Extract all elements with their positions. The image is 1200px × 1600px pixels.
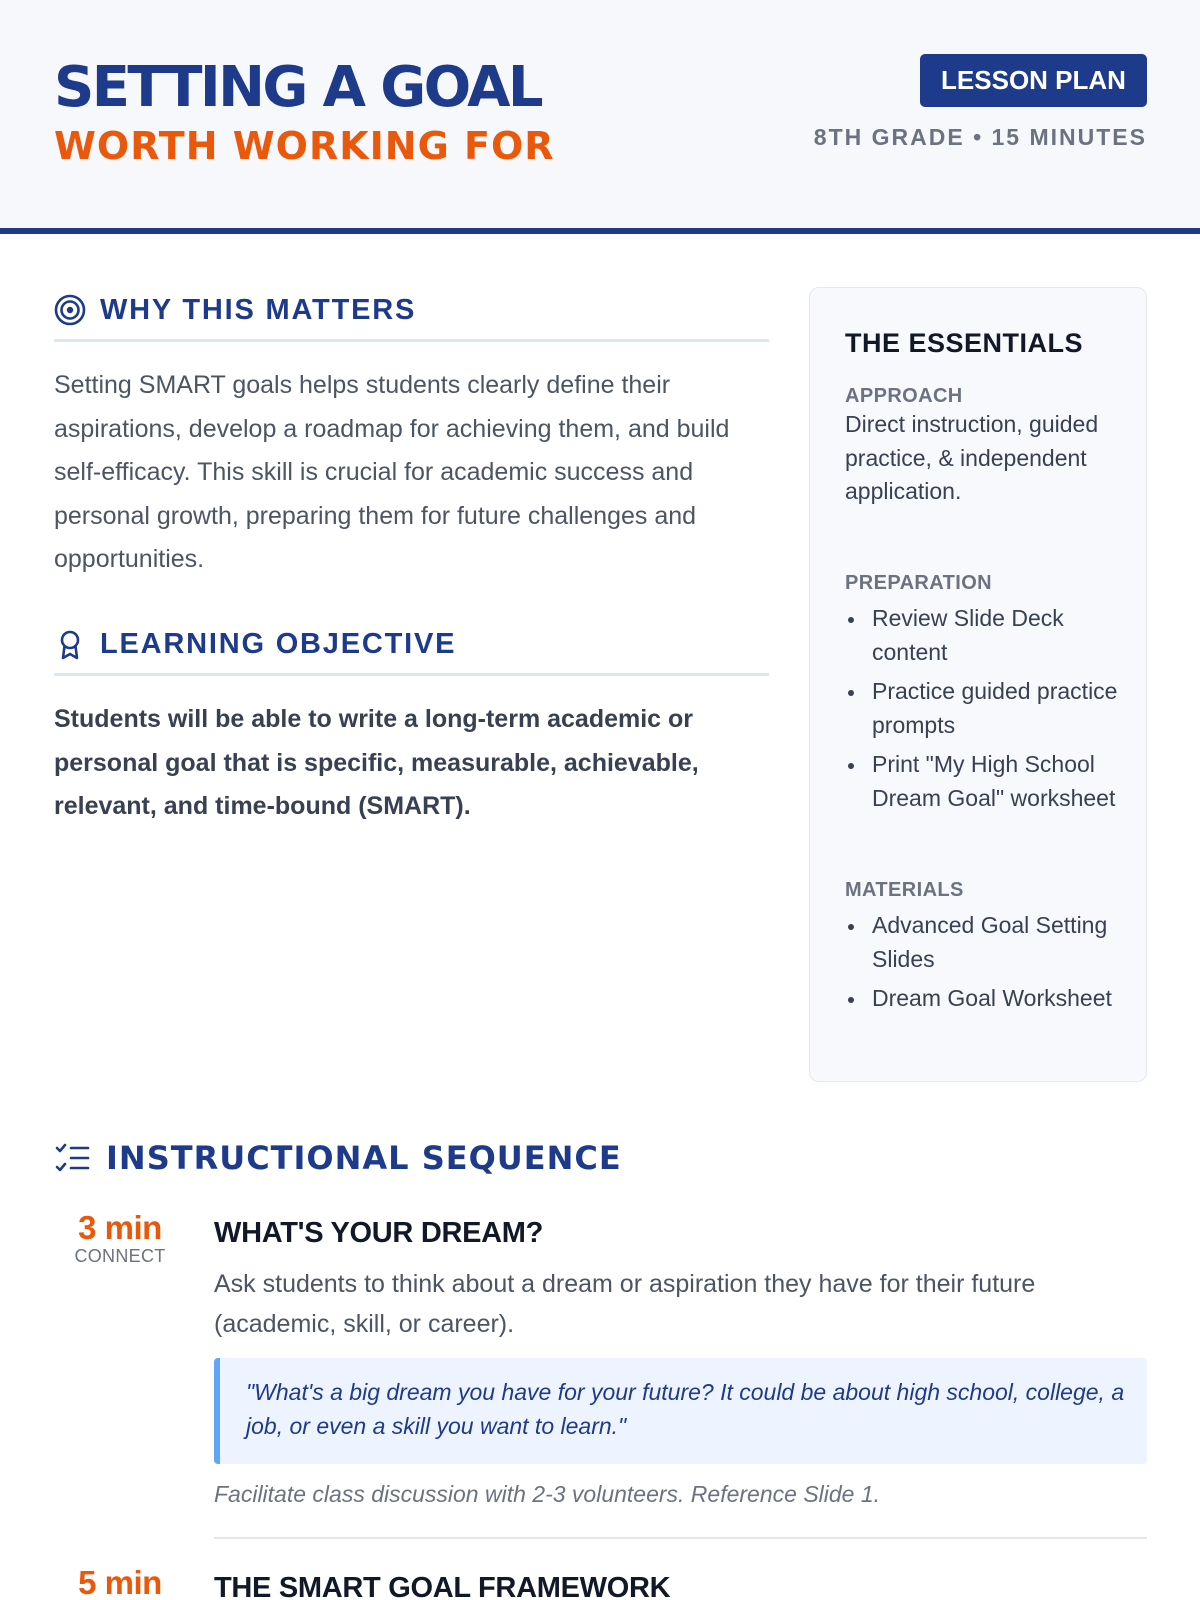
approach-text: Direct instruction, guided practice, & independent application. [845,411,1099,504]
instructional-sequence-heading [54,1135,754,1185]
why-this-matters-body: Setting SMART goals helps students clearly define their aspirations, develop a roadmap for achieving them, and build self-efficacy. This skill is crucial for academic success and personal growth, preparing them for future challenges and opportunities. [54,371,730,573]
materials-list [845,909,1135,1022]
section-label: LEARNING OBJECTIVE [100,628,457,660]
step-1-description: Ask students to think about a dream or aspiration they have for their future (academic, skill, or career). [214,1270,1036,1338]
award-icon [54,628,86,660]
materials-label: MATERIALS [845,879,964,901]
section-label: INSTRUCTIONAL SEQUENCE [106,1139,622,1177]
learning-objective-body: Students will be able to write a long-term academic or personal goal that is specific, measurable, achievable, relevant, and time-bound (SMART). [54,705,699,820]
step-1-tag: CONNECT [74,1246,166,1266]
lesson-plan-badge: LESSON PLAN [920,54,1147,107]
quote-text: "What's a big dream you have for your future? It could be about high school, college, a job, or even a skill you want to learn." [246,1379,1125,1439]
why-this-matters-heading [54,286,769,342]
target-icon [54,294,86,326]
page-subtitle: WORTH WORKING FOR [54,124,555,168]
step-1-prompt-quote [214,1358,1147,1464]
approach-label: APPROACH [845,385,963,407]
checklist-icon [54,1141,90,1177]
step-1-title: WHAT'S YOUR DREAM? [214,1217,544,1249]
step-1-facilitator-note: Facilitate class discussion with 2-3 volunteers. Reference Slide 1. [214,1481,881,1507]
list-item: Advanced Goal Setting Slides [845,909,1135,976]
grade-duration-meta: 8TH GRADE • 15 MINUTES [813,124,1147,150]
essentials-title: THE ESSENTIALS [845,328,1084,358]
page-title: SETTING A GOAL [54,55,541,120]
list-item: Print "My High School Dream Goal" worksheet [845,748,1135,815]
preparation-label: PREPARATION [845,572,992,594]
essentials-card [809,287,1147,1082]
step-2-title: THE SMART GOAL FRAMEWORK [214,1572,671,1600]
list-item: Review Slide Deck content [845,602,1135,669]
list-item: Practice guided practice prompts [845,675,1135,742]
list-item: Dream Goal Worksheet [845,982,1135,1016]
learning-objective-heading [54,620,769,676]
section-label: WHY THIS MATTERS [100,294,417,326]
preparation-list [845,602,1135,821]
step-1-time: 3 min [78,1209,162,1246]
step-divider [214,1537,1147,1539]
step-2-time: 5 min [78,1564,162,1600]
page-header [0,0,1200,234]
